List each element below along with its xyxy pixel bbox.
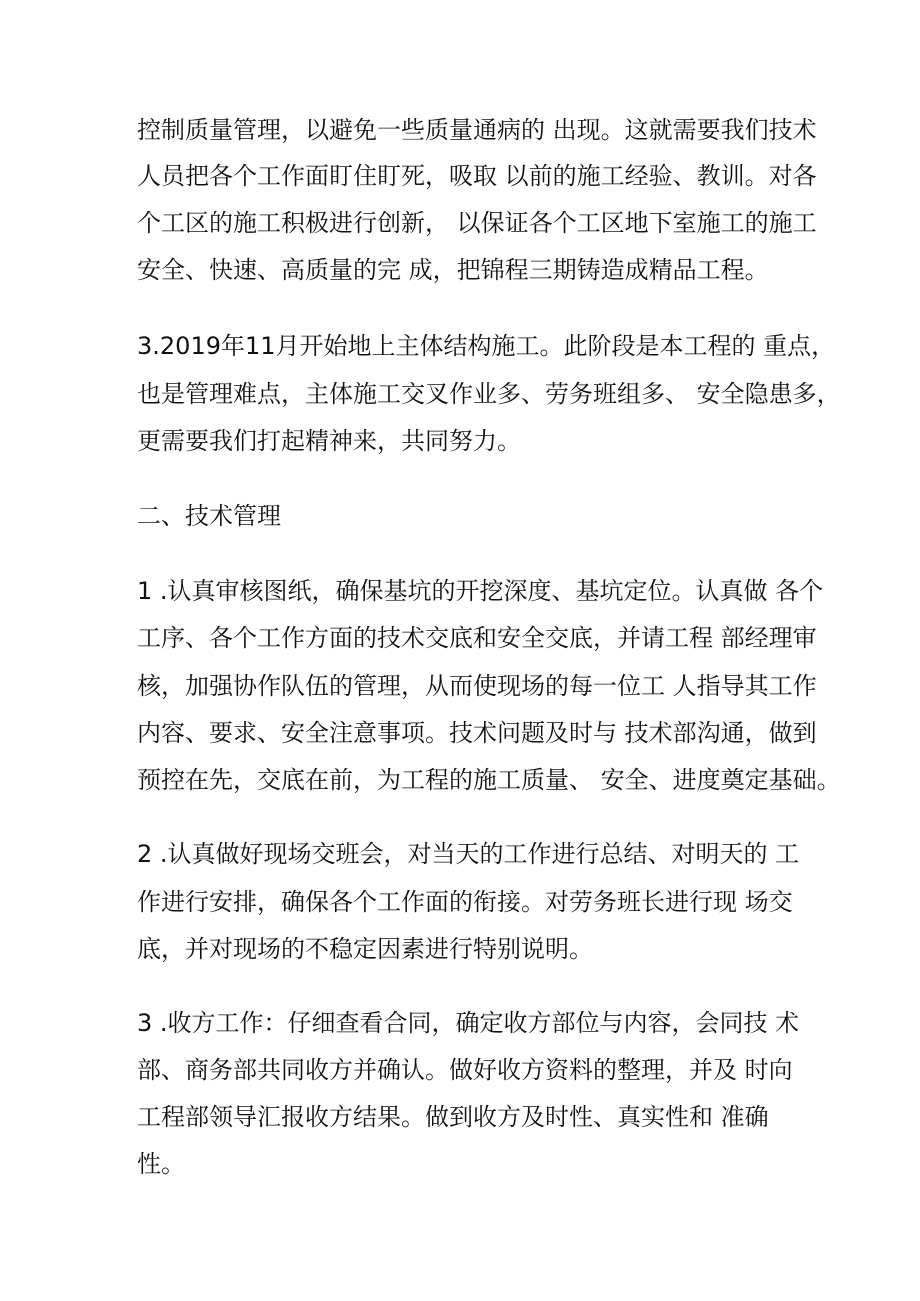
text-line: 核，加强协作队伍的管理，从而使现场的每一位工 人指导其工作 [137, 672, 817, 700]
text-line: 内容、要求、安全注意事项。技术问题及时与 技术部沟通，做到 [137, 719, 817, 747]
text-line: 安全、快速、高质量的完 成，把锦程三期铸造成精品工程。 [137, 256, 769, 284]
text-line: 更需要我们打起精神来，共同努力。 [137, 427, 521, 455]
text-line: 也是管理难点，主体施工交叉作业多、劳务班组多、 安全隐患多， [137, 380, 841, 408]
text-line: 底，并对现场的不稳定因素进行特别说明。 [137, 935, 593, 963]
text-line: 人员把各个工作面盯住盯死，吸取 以前的施工经验、教训。对各 [137, 162, 817, 190]
text-line: 3.2019年11月开始地上主体结构施工。此阶段是本工程的 重点， [137, 332, 836, 360]
text-line: 3 .收方工作：仔细查看合同，确定收方部位与内容，会同技 术 [137, 1009, 800, 1037]
text-line: 2 .认真做好现场交班会，对当天的工作进行总结、对明天的 工 [137, 840, 800, 868]
text-line: 控制质量管理，以避免一些质量通病的 出现。这就需要我们技术 [137, 116, 817, 144]
section-heading: 二、技术管理 [137, 502, 281, 530]
text-line: 性。 [137, 1150, 185, 1178]
text-line: 作进行安排，确保各个工作面的衔接。对劳务班长进行现 场交 [137, 888, 793, 916]
text-line: 部、商务部共同收方并确认。做好收方资料的整理，并及 时向 [137, 1056, 793, 1084]
text-line: 工程部领导汇报收方结果。做到收方及时性、真实性和 准确 [137, 1103, 769, 1131]
text-line: 工序、各个工作方面的技术交底和安全交底，并请工程 部经理审 [137, 624, 817, 652]
text-line: 预控在先，交底在前，为工程的施工质量、 安全、进度奠定基础。 [137, 766, 841, 794]
text-line: 1 .认真审核图纸，确保基坑的开挖深度、基坑定位。认真做 各个 [137, 577, 824, 605]
text-line: 个工区的施工积极进行创新， 以保证各个工区地下室施工的施工 [137, 209, 817, 237]
